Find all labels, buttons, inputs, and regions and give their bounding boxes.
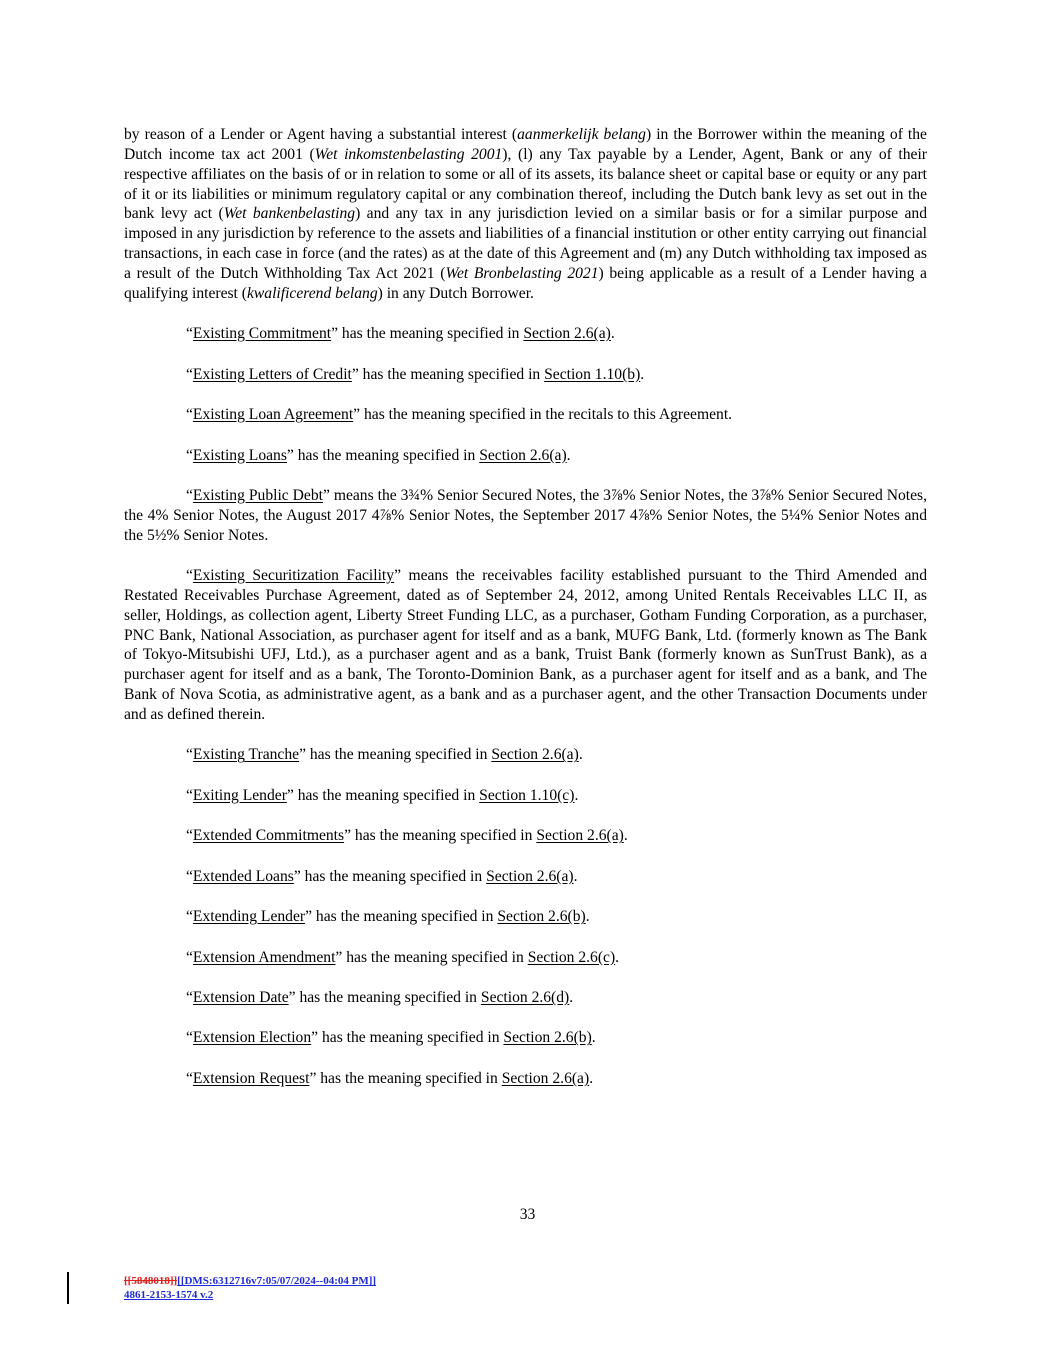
definition-existing-commitment: “Existing Commitment” has the meaning specified in Section 2.6(a). bbox=[186, 325, 615, 343]
definition-extension-date: “Extension Date” has the meaning specified in Section 2.6(d). bbox=[186, 989, 574, 1007]
definition-existing-letters-of-credit: “Existing Letters of Credit” has the meaning specified in Section 1.10(b). bbox=[186, 365, 645, 383]
section-reference: Section 2.6(b) bbox=[497, 908, 586, 926]
defined-term: Extension Election bbox=[192, 1029, 312, 1047]
revision-change-bar bbox=[67, 1272, 69, 1304]
deleted-document-id: [[5848018]] bbox=[124, 1275, 178, 1287]
defined-term: Existing Tranche bbox=[192, 746, 300, 764]
definition-existing-loan-agreement: “Existing Loan Agreement” has the meaning specified in the recitals to this Agreement. bbox=[186, 406, 733, 424]
document-footer bbox=[124, 1274, 376, 1302]
defined-term: Existing Loans bbox=[192, 446, 287, 464]
defined-term: Existing Securitization Facility bbox=[192, 567, 395, 585]
text-run: by reason of a Lender or Agent having a substantial interest ( bbox=[124, 126, 518, 143]
section-reference: Section 2.6(a) bbox=[491, 746, 579, 764]
definition-exiting-lender: “Exiting Lender” has the meaning specified in Section 1.10(c). bbox=[186, 786, 579, 804]
italic-term: Wet bankenbelasting bbox=[223, 205, 356, 223]
section-reference: Section 2.6(a) bbox=[479, 446, 567, 464]
section-reference: Section 2.6(c) bbox=[527, 948, 616, 966]
definition-extended-commitments: “Extended Commitments” has the meaning specified in Section 2.6(a). bbox=[186, 827, 628, 845]
section-reference: Section 1.10(c) bbox=[479, 786, 575, 804]
defined-term: Extension Date bbox=[192, 989, 289, 1007]
italic-term: Wet Bronbelasting 2021 bbox=[445, 264, 599, 282]
section-reference: Section 2.6(b) bbox=[503, 1029, 592, 1047]
defined-term: Existing Letters of Credit bbox=[192, 365, 352, 383]
document-body bbox=[124, 125, 927, 1089]
defined-term: Exiting Lender bbox=[192, 786, 287, 804]
definition-extension-request: “Extension Request” has the meaning specified in Section 2.6(a). bbox=[186, 1069, 594, 1087]
defined-term: Existing Commitment bbox=[192, 325, 332, 343]
opening-paragraph bbox=[124, 125, 927, 304]
defined-term: Extension Request bbox=[192, 1069, 310, 1087]
section-reference: Section 2.6(a) bbox=[486, 867, 574, 885]
section-reference: Section 2.6(d) bbox=[480, 989, 570, 1007]
definition-extension-election: “Extension Election” has the meaning specified in Section 2.6(b). bbox=[186, 1029, 596, 1047]
definition-extending-lender: “Extending Lender” has the meaning specified in Section 2.6(b). bbox=[186, 908, 590, 926]
definition-existing-loans: “Existing Loans” has the meaning specified in Section 2.6(a). bbox=[186, 446, 571, 464]
definition-existing-securitization-facility: “Existing Securitization Facility” means the receivables facility established pursuant to the Third Amended and Restated Receivables Purchase Agreement, dated as of September 24, 2012, among United Rentals Receivables LLC II, as seller, Holdings, as collection agent, Liberty Street Funding LLC, as a purchaser, Gotham Funding Corporation, as a purchaser, PNC Bank, National Association, as purchaser agent for itself and as a bank, MUFG Bank, Ltd. (formerly known as The Bank of Tokyo-Mitsubishi UFJ, Ltd.), as a purchaser agent and as a bank, Truist Bank (formerly known as SunTrust Bank), as a purchaser agent for itself and as a bank, The Toronto-Dominion Bank, as a purchaser agent for itself and as a bank, and The Bank of Nova Scotia, as administrative agent, as a bank and as a purchaser agent, and the other Transaction Documents under and as defined therein. bbox=[124, 567, 927, 723]
defined-term: Extended Loans bbox=[192, 867, 294, 885]
italic-term: aanmerkelijk belang bbox=[517, 126, 646, 143]
italic-term: Wet inkomstenbelasting 2001 bbox=[314, 145, 503, 163]
defined-term: Extension Amendment bbox=[192, 948, 336, 966]
text-run: ) being applicable as a result of a Lender having a qualifying interest ( bbox=[124, 264, 927, 302]
definition-existing-public-debt: “Existing Public Debt” means the 3¾% Senior Secured Notes, the 3⅞% Senior Notes, the 3⅞% Senior Secured Notes, the 4% Senior Notes, the August 2017 4⅞% Senior Notes, the September 2017 4⅞% Senior Notes, the 5¼% Senior Notes and the 5½% Senior Notes. bbox=[124, 486, 927, 544]
section-reference: Section 2.6(a) bbox=[536, 827, 624, 845]
inserted-document-id: [[DMS:6312716v7:05/07/2024--04:04 PM]] bbox=[177, 1275, 377, 1287]
text-run: ) and any tax in any jurisdiction levied on a similar basis or for a similar purpose and imposed in any jurisdiction by reference to the assets and liabilities of a financial institution or other entity carrying out financial transactions, in each case in force (and the rates) as at the date of this Agreement and (m) any Dutch withholding tax imposed as a result of the Dutch Withholding Tax Act 2021 ( bbox=[124, 205, 927, 282]
definition-extended-loans: “Extended Loans” has the meaning specified in Section 2.6(a). bbox=[186, 867, 578, 885]
page-number: 33 bbox=[519, 1206, 536, 1223]
defined-term: Extended Commitments bbox=[192, 827, 345, 845]
text-run: ) in any Dutch Borrower. bbox=[377, 284, 534, 302]
section-reference: Section 2.6(a) bbox=[523, 325, 611, 343]
text-run: ), (l) any Tax payable by a Lender, Agent, Bank or any of their respective affiliates on the basis of or in relation to some or all of its assets, its balance sheet or capital base or equity or any part of it or its liabilities or minimum regulatory capital or any combination thereof, including the Dutch bank levy as set out in the bank levy act ( bbox=[124, 145, 927, 223]
footer-id-line bbox=[124, 1274, 376, 1288]
defined-term: Existing Public Debt bbox=[192, 486, 323, 504]
section-reference: Section 1.10(b) bbox=[544, 365, 641, 383]
defined-term: Existing Loan Agreement bbox=[192, 406, 354, 424]
definition-existing-tranche: “Existing Tranche” has the meaning specified in Section 2.6(a). bbox=[186, 746, 583, 764]
italic-term: kwalificerend belang bbox=[246, 284, 378, 302]
text-run: ) in the Borrower within the meaning of the Dutch income tax act 2001 ( bbox=[124, 126, 927, 163]
defined-term: Extending Lender bbox=[192, 908, 306, 926]
definition-extension-amendment: “Extension Amendment” has the meaning specified in Section 2.6(c). bbox=[186, 948, 620, 966]
section-reference: Section 2.6(a) bbox=[501, 1069, 590, 1087]
document-number: 4861-2153-1574 v.2 bbox=[124, 1289, 214, 1301]
